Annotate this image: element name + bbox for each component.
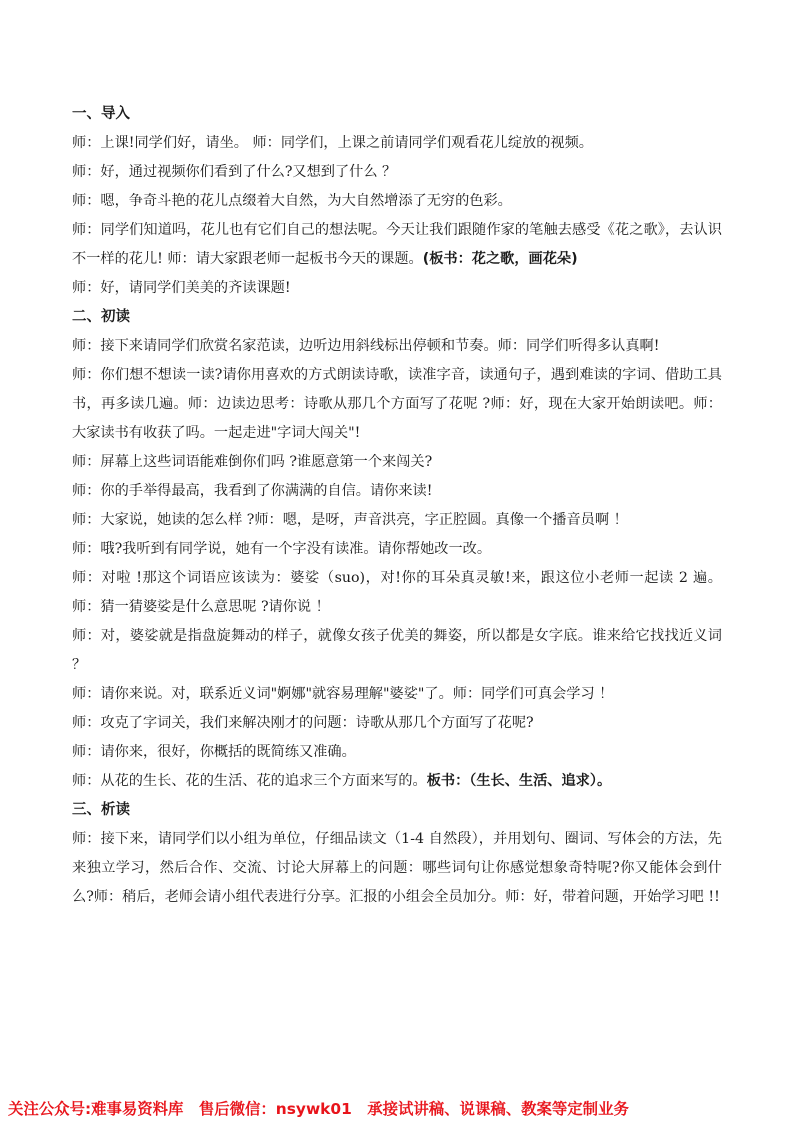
paragraph: 师：请你来，很好，你概括的既简练又准确。	[72, 744, 356, 760]
paragraph: 师：对啦 !那这个词语应该读为：婆娑（suo)，对!你的耳朵真灵敏!来，跟这位小老师一起读 2 遍。 师：猜一猜婆娑是什么意思呢 ?请你说 ！	[72, 570, 722, 615]
paragraph: 师：嗯，争奇斗艳的花儿点缀着大自然，为大自然增添了无穷的色彩。	[72, 193, 512, 209]
section-title-first-reading: 二、初读	[72, 309, 130, 325]
paragraph: 师：你的手举得最高，我看到了你满满的自信。请你来读!	[72, 483, 433, 499]
paragraph: 师：你们想不想读一读?请你用喜欢的方式朗读诗歌，读准字音，读通句子，遇到难读的字词、借助工具书，再多读几遍。师：边读边思考：诗歌从那几个方面写了花呢 ?师：好，现在大家开始朗读吧。师：大家读书有收获了吗。一起走进"字词大闯关"!	[72, 367, 722, 441]
document-body	[72, 100, 722, 912]
paragraph: 师：好，通过视频你们看到了什么?又想到了什么 ？	[72, 164, 397, 180]
paragraph: 师：大家说，她读的怎么样 ?师：嗯，是呀，声音洪亮，字正腔圆。真像一个播音员啊 ！	[72, 512, 628, 528]
paragraph: 师：上课!同学们好，请坐。 师：同学们，上课之前请同学们观看花儿绽放的视频。	[72, 135, 593, 151]
paragraph	[72, 767, 722, 796]
board-note: (板书：花之歌，画花朵)	[422, 251, 578, 267]
paragraph-text: 师：从花的生长、花的生活、花的追求三个方面来写的。	[72, 773, 427, 789]
paragraph	[72, 216, 722, 274]
paragraph: 师：请你来说。对，联系近义词"婀娜"就容易理解"婆娑"了。师：同学们可真会学习 ！	[72, 686, 614, 702]
footer-banner: 关注公众号:难事易资料库 售后微信：nsywk01 承接试讲稿、说课稿、教案等定制业务	[8, 1100, 629, 1118]
paragraph: 师：对，婆娑就是指盘旋舞动的样子，就像女孩子优美的舞姿，所以都是女字底。谁来给它找找近义词 ？	[72, 628, 722, 673]
section-title-intro: 一、导入	[72, 106, 130, 122]
paragraph: 师：屏幕上这些词语能难倒你们吗 ?谁愿意第一个来闯关?	[72, 454, 433, 470]
paragraph: 师：哦?我听到有同学说，她有一个字没有读准。请你帮她改一改。	[72, 541, 492, 557]
page-corner-mark	[787, 1083, 793, 1091]
paragraph: 师：好，请同学们美美的齐读课题!	[72, 280, 291, 296]
paragraph-text: 师：同学们知道吗，花儿也有它们自己的想法呢。今天让我们跟随作家的笔触去感受《花之歌》，去认识不一样的花儿! 师：请大家跟老师一起板书今天的课题。	[72, 222, 722, 267]
paragraph: 师：攻克了字词关，我们来解决刚才的问题：诗歌从那几个方面写了花呢?	[72, 715, 534, 731]
board-note: 板书：（生长、生活、追求）。	[426, 773, 612, 789]
paragraph: 师：接下来，请同学们以小组为单位，仔细品读文（1-4 自然段），并用划句、圈词、写体会的方法，先来独立学习，然后合作、交流、讨论大屏幕上的问题：哪些词句让你感觉想象奇特呢?你又能体会到什么?师：稍后，老师会请小组代表进行分享。汇报的小组会全员加分。师：好，带着问题，开始学习吧 !!	[72, 831, 722, 905]
section-title-analysis: 三、析读	[72, 802, 130, 818]
paragraph: 师：接下来请同学们欣赏名家范读，边听边用斜线标出停顿和节奏。师：同学们听得多认真啊!	[72, 338, 660, 354]
